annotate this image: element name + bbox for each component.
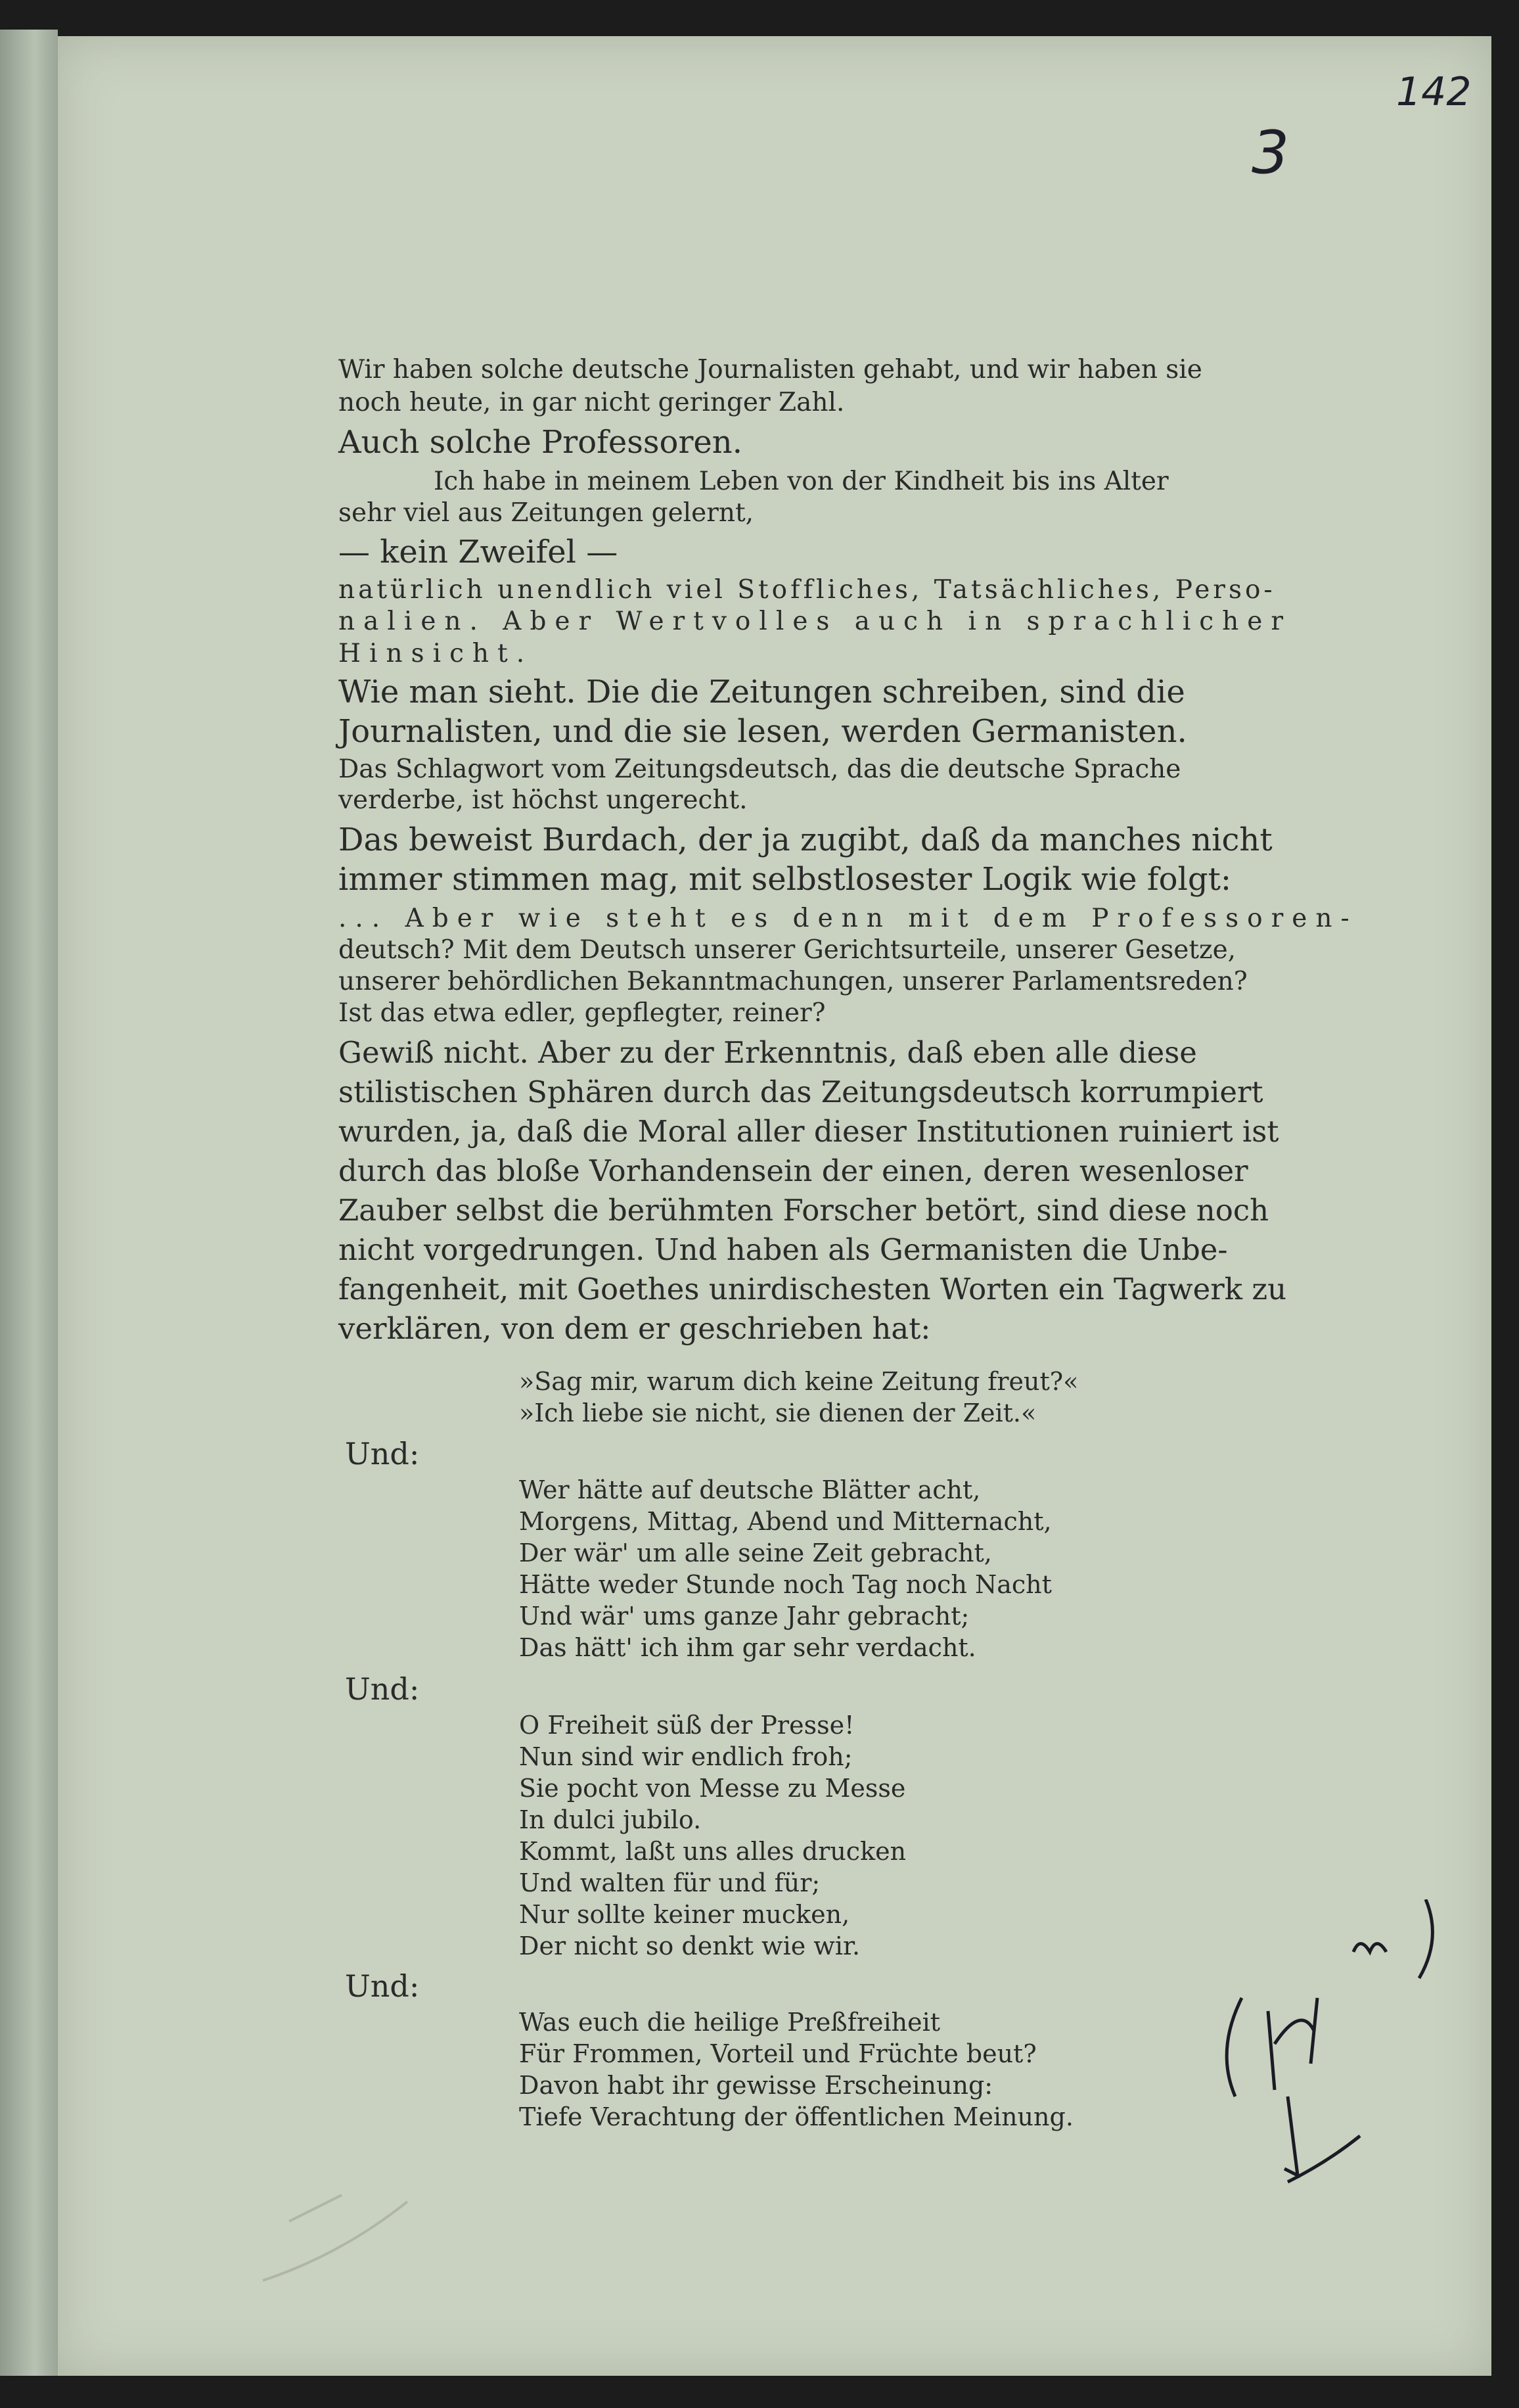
text-line: deutsch? Mit dem Deutsch unserer Gerichtsurteile, unserer Gesetze, xyxy=(338,935,1236,965)
verse-line: Was euch die heilige Preßfreiheit xyxy=(519,2008,941,2037)
text-line: Ist das etwa edler, gepflegter, reiner? xyxy=(338,998,826,1028)
verse-line: Hätte weder Stunde noch Tag noch Nacht xyxy=(519,1570,1052,1599)
text-line: nicht vorgedrungen. Und haben als Germanisten die Unbe- xyxy=(338,1232,1228,1267)
text-line: Ich habe in meinem Leben von der Kindheit bis ins Alter xyxy=(434,467,1169,496)
verse-line: Und wär' ums ganze Jahr gebracht; xyxy=(519,1602,970,1631)
verse-line: Davon habt ihr gewisse Erscheinung: xyxy=(519,2071,993,2100)
und-label: Und: xyxy=(345,1436,420,1471)
verse-line: Der wär' um alle seine Zeit gebracht, xyxy=(519,1539,992,1567)
text-line: wurden, ja, daß die Moral aller dieser Institutionen ruiniert ist xyxy=(338,1114,1279,1149)
verse-line: Morgens, Mittag, Abend und Mitternacht, xyxy=(519,1507,1052,1536)
text-line: sehr viel aus Zeitungen gelernt, xyxy=(338,498,754,528)
sheet-number: 3 xyxy=(1252,118,1290,187)
verse-line: »Ich liebe sie nicht, sie dienen der Zeit.« xyxy=(519,1399,1037,1427)
text-line: Das beweist Burdach, der ja zugibt, daß da manches nicht xyxy=(338,822,1273,858)
verse-line: Nun sind wir endlich froh; xyxy=(519,1742,853,1771)
verse-line: Tiefe Verachtung der öffentlichen Meinung. xyxy=(519,2102,1074,2131)
text-line: Auch solche Professoren. xyxy=(338,424,742,461)
verse-line: Sie pocht von Messe zu Messe xyxy=(519,1774,906,1803)
verse-line: Wer hätte auf deutsche Blätter acht, xyxy=(519,1475,981,1504)
text-line: Gewiß nicht. Aber zu der Erkenntnis, daß eben alle diese xyxy=(338,1035,1197,1070)
verse-line: Nur sollte keiner mucken, xyxy=(519,1900,850,1929)
verse-line: »Sag mir, warum dich keine Zeitung freut?« xyxy=(519,1367,1079,1396)
bleed-through-marks xyxy=(250,2182,710,2327)
text-line: stilistischen Sphären durch das Zeitungsdeutsch korrumpiert xyxy=(338,1075,1263,1109)
text-line: unserer behördlichen Bekanntmachungen, unserer Parlamentsreden? xyxy=(338,967,1248,996)
text-line: Das Schlagwort vom Zeitungsdeutsch, das die deutsche Sprache xyxy=(338,754,1181,784)
verse-line: Das hätt' ich ihm gar sehr verdacht. xyxy=(519,1633,976,1662)
page-number: 142 xyxy=(1396,69,1472,115)
text-line: noch heute, in gar nicht geringer Zahl. xyxy=(338,388,845,417)
verse-line: In dulci jubilo. xyxy=(519,1805,702,1834)
text-line: immer stimmen mag, mit selbstlosester Logik wie folgt: xyxy=(338,861,1232,898)
text-line: ... Aber wie steht es denn mit dem Professoren- xyxy=(338,904,1358,933)
verse-line: Für Frommen, Vorteil und Früchte beut? xyxy=(519,2039,1037,2068)
text-line: Hinsicht. xyxy=(338,639,533,668)
und-label: Und: xyxy=(345,1968,420,2004)
verse-line: Kommt, laßt uns alles drucken xyxy=(519,1837,907,1866)
text-line: — kein Zweifel — xyxy=(338,534,618,570)
text-line: Wir haben solche deutsche Journalisten gehabt, und wir haben sie xyxy=(338,355,1202,384)
previous-page-edge xyxy=(0,30,58,2376)
und-label: Und: xyxy=(345,1671,420,1707)
text-line: natürlich unendlich viel Stoffliches, Tatsächliches, Perso- xyxy=(338,575,1276,605)
text-line: fangenheit, mit Goethes unirdischesten Worten ein Tagwerk zu xyxy=(338,1272,1287,1307)
handwritten-annotation xyxy=(1202,1899,1452,2202)
text-line: Wie man sieht. Die die Zeitungen schreiben, sind die xyxy=(338,674,1185,710)
verse-line: Und walten für und für; xyxy=(519,1868,821,1897)
verse-line: Der nicht so denkt wie wir. xyxy=(519,1932,861,1960)
text-line: Journalisten, und die sie lesen, werden Germanisten. xyxy=(338,713,1187,750)
text-line: verderbe, ist höchst ungerecht. xyxy=(338,785,748,815)
text-line: durch das bloße Vorhandensein der einen, deren wesenloser xyxy=(338,1153,1248,1188)
verse-line: O Freiheit süß der Presse! xyxy=(519,1711,855,1740)
text-line: verklären, von dem er geschrieben hat: xyxy=(338,1311,931,1346)
text-line: nalien. Aber Wertvolles auch in sprachlicher xyxy=(338,607,1292,636)
text-line: Zauber selbst die berühmten Forscher betört, sind diese noch xyxy=(338,1193,1269,1228)
